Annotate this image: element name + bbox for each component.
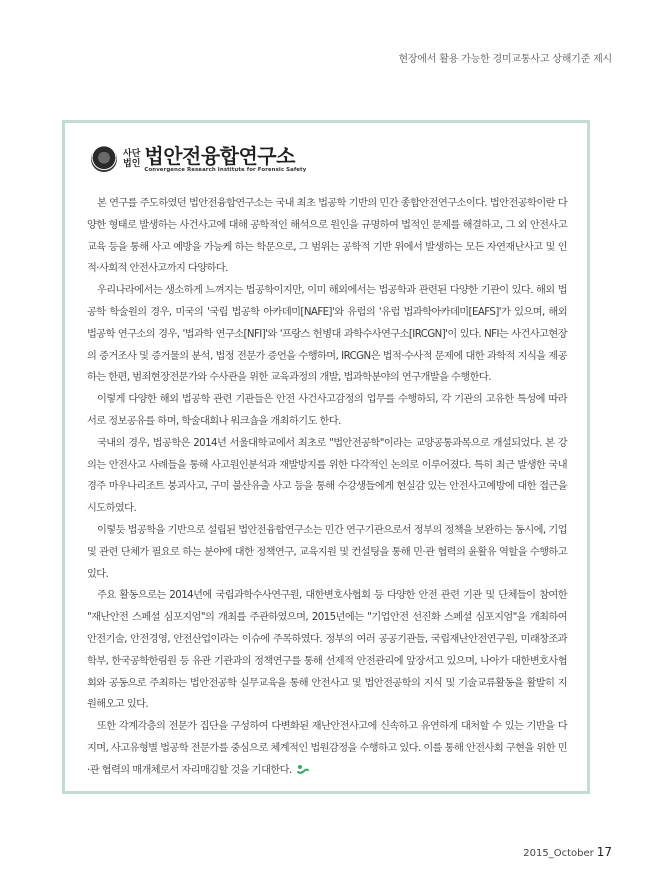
article-box — [62, 120, 590, 794]
page-footer — [523, 845, 612, 859]
paragraph: 국내의 경우, 법공학은 2014년 서울대학교에서 최초로 "법안전공학"이라는 교양공통과목으로 개설되었다. 본 강의는 안전사고 사례들을 통해 사고원인분석과 재발방지를 위한 다각적인 논의로 이루어졌다. 특히 최근 발생한 국내 경주 마우나리조트 붕괴사고, 구미 불산유출 사고 등을 통해 수강생들에게 현실감 있는 안전사고예방에 대한 접근을 시도하였다. — [87, 437, 567, 515]
paragraph: 이렇게 다양한 해외 법공학 관련 기관들은 안전 사건사고감정의 업무를 수행하되, 각 기관의 고유한 특성에 따라 서로 정보공유를 하며, 학술대회나 워크숍을 개최하기도 한다. — [87, 394, 567, 427]
seal-icon — [91, 146, 117, 172]
paragraph: 본 연구를 주도하였던 법안전융합연구소는 국내 최초 법공학 기반의 민간 종합안전연구소이다. 법안전공학이란 다양한 형태로 발생하는 사건사고에 대해 공학적인 해석으로 원인을 규명하여 법적인 문제를 해결하고, 그 외 안전사고 교육 등을 통해 사고 예방을 가능케 하는 학문으로, 그 범위는 공학적 기반 위에서 발생하는 모든 자연재난사고 및 인적·사회적 안전사고까지 다양하다. — [87, 198, 567, 275]
article-body — [87, 193, 567, 782]
logo-small-top: 사단 — [123, 149, 141, 159]
institute-logo — [91, 141, 567, 177]
logo-small-bottom: 법인 — [123, 159, 141, 169]
paragraph-last — [87, 716, 567, 781]
page-number: 17 — [596, 845, 612, 859]
logo-corporate-tag — [123, 149, 140, 169]
running-header: 현장에서 활용 가능한 경미교통사고 상해기준 제시 — [398, 54, 612, 65]
paragraph: 우리나라에서는 생소하게 느껴지는 법공학이지만, 이미 해외에서는 법공학과 관련된 다양한 기관이 있다. 해외 법공학 학술원의 경우, 미국의 '국립 법공학 아카데미[NAFE]'와 유럽의 '유럽 법과학아카데미[EAFS]'가 있으며, 해외 법공학 연구소의 경우, '법과학 연구소[NFI]'와 '프랑스 헌병대 과학수사연구소[IRCGN]'이 있다. NFI는 사건사고현장의 증거조사 및 증거물의 분석, 법정 전문가 증언을 수행하며, IRCGN은 법적·수사적 문제에 대한 과학적 지식을 제공하는 한편, 범죄현장전문가와 수사관을 위한 교육과정의 개발, 법과학분야의 연구개발을 수행한다. — [87, 285, 567, 384]
paragraph-text: 또한 각계각층의 전문가 집단을 구성하여 다변화된 재난안전사고에 신속하고 유연하게 대처할 수 있는 기반을 다지며, 사고유형별 법공학 전문가를 중심으로 체계적인 법원감정을 수행하고 있다. 이를 통해 안전사회 구현을 위한 민·관 협력의 매개체로서 자리매김할 것을 기대한다. — [87, 721, 567, 776]
paragraph: 이렇듯 법공학을 기반으로 설립된 법안전융합연구소는 민간 연구기관으로서 정부의 정책을 보완하는 동시에, 기업 및 관련 단체가 필요로 하는 분야에 대한 정책연구, 교육지원 및 컨설팅을 통해 민·관 협력의 윤활유 역할을 수행하고 있다. — [87, 524, 567, 580]
issue-label: 2015_October — [523, 848, 594, 859]
logo-name: 법안전융합연구소 — [144, 143, 295, 168]
end-mark-icon — [296, 763, 310, 775]
paragraph: 주요 활동으로는 2014년에 국립과학수사연구원, 대한변호사협회 등 다양한 안전 관련 기관 및 단체들이 참여한 "재난안전 스페셜 심포지엄"의 개최를 주관하였으며, 2015년에는 "기업안전 선진화 스페셜 심포지엄"을 개최하여 안전기술, 안전경영, 안전산업이라는 이슈에 주목하였다. 정부의 여러 공공기관들, 국립재난안전연구원, 미래창조과학부, 한국공학한림원 등 유관 기관과의 정책연구를 통해 선제적 안전관리에 앞장서고 있으며, 나아가 대한변호사협회와 공동으로 주최하는 법안전공학 실무교육을 통해 안전사고 및 법안전공학의 지식 및 기술교류활동을 활발히 지원해오고 있다. — [87, 590, 567, 711]
logo-english-name: Convergence Research Institute for Forensic Safety — [144, 166, 307, 173]
